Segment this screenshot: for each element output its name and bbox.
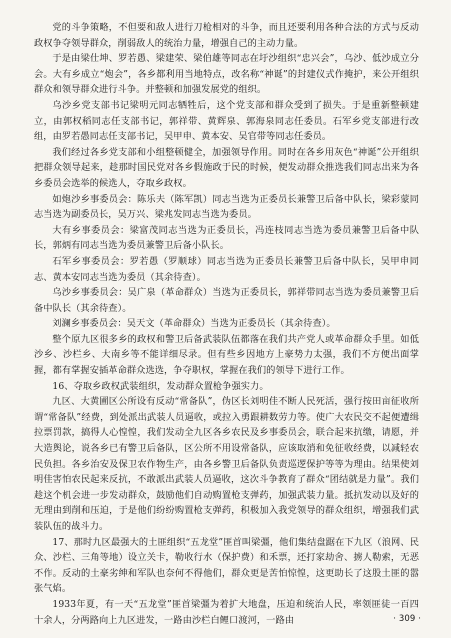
committee-paragraph: 刘澜乡事委员会：吴天文（革命群众）当选为正委员长（其余待查）。 [52,318,336,330]
body-paragraph: 1933年夏，有一天“五龙堂”匪首梁彊为着扩大地盘，压迫和统治人民，率领匪徒一百四十余人，分两路向上九区进发，一路由沙栏白鲤口渡河，一路由 [34,598,419,626]
body-paragraph: 17、那时九区最强大的土匪组织“五龙堂”匪首叫梁彊，他们集结盘踞在下九区（浪网、民众、沙栏、三角等地）设立关卡，勒收行水（保护费）和禾票，还打家劫舍、掳人勒索，无恶不作。反动的土豪劣绅和军队也奈何不得他们，群众更是苦怕惊惶，这更助长了这股土匪的嚣张气焰。 [34,536,419,595]
section-heading: 16、夺取乡政权武装组织，发动群众置枪争强实力。 [52,380,269,392]
body-paragraph: 九区、大黄圃区公所设有反动“常备队”，伪区长刘明佳不断人民死活，强行按田亩征收所谓“常备队”经费，到处派出武装人员逼收，或拉入勇跟耕数劳力等。使广大农民交不起便遭缉拉票罚款，搞得人心惶惶，我们发动全九区各乡农民及乡事委员会，联合起来抗缴，请愿，并大造舆论，说各乡已有警卫后备队，区公所不用设常备队，应该取消和免征收经费，以减轻农民负担。各乡治安及保卫农作物生产，由各乡警卫后备队负责巡逻保护等等为理由。结果使刘明佳害怕农民起来反抗，不敢派出武装人员逼收，这次斗争教育了群众“团结就是力量”。我们趁这个机会进一步发动群众，鼓励他们自动购置枪支弹药，加强武装力量。抵抗发动以及好的无理由到削和压迫，于是他们纷纷购置枪支弹药，积极加入我党领导的群众组织，增强我们武装队伍的战斗力。 [34,396,419,532]
body-paragraph: 于是由梁仕坤、罗若愚、梁建荣、梁伯雄等同志在圩沙组织“忠兴会”，乌沙、低沙成立分会。大有乡成立“炮会”，各乡都利用当地特点，改名称“神诞”的封建仪式作掩护，来公开组织群众和领导群众进行斗争。并整顿和加强发展党的组织。 [34,53,419,96]
committee-paragraph: 如炮沙乡事委员会：陈乐夫（陈军凯）同志当选为正委员长兼警卫后备中队长，梁彩蒙同志当选为副委员长，吴万兴、梁兆发同志当选为委员。 [34,193,419,221]
body-paragraph: 党的斗争策略，不但要和敌人进行刀枪相对的斗争，而且还要利用各种合法的方式与反动政权争夺领导群众，削弱敌人的统治力量，增强自己的主动力量。 [34,22,419,49]
committee-paragraph: 大有乡事委员会：梁富茂同志当选为正委员长，冯连枝同志当选为委员兼警卫后备中队长，郭炳有同志当选为委员兼警卫后备小队长。 [34,224,419,252]
body-paragraph: 乌沙乡党支部书记梁明元同志牺牲后，这个党支部和群众受到了损失。于是重新整顿建立，由郭权稻同志任支部书记，郭祥带、黄辉泉、郭海泉同志任委员。石军乡党支部进行改组，由罗若愚同志任支部书记，吴甲申、黄本安、吴官带等同志任委员。 [34,99,419,143]
body-paragraph: 我们经过各乡党支部和小组整顿健全，加强领导作用。同时在各乡用灰色“神诞”公开组织把群众领导起来，趁那时国民党对各乡假施政于民的时候，便发动群众推选我们同志出来为各乡委员会选举的候选人，夺取乡政权。 [34,146,419,189]
page-number: · 309 · [393,614,421,625]
committee-paragraph: 石军乡事委员会：罗若愚（罗顺球）同志当选为正委员长兼警卫后备中队长，吴甲申同志、黄本安同志当选为委员（其余待查）。 [34,255,419,283]
committee-paragraph: 乌沙乡事委员会：吴广泉（革命群众）当选为正委员长，郭祥带同志当选为委员兼警卫后备中队长（其余待查）。 [34,287,419,314]
body-paragraph: 整个原九区很多乡的政权和警卫后备武装队伍都落在我们共产党人或革命群众手里。如低沙乡、沙栏乡、大南乡等不能详细尽录。但有些乡因地方上豪势力太强，我们不方便出面掌握，都有掌握安插革命群众选选，争夺职权，掌握在我们的领导下进行工作。 [34,333,419,377]
